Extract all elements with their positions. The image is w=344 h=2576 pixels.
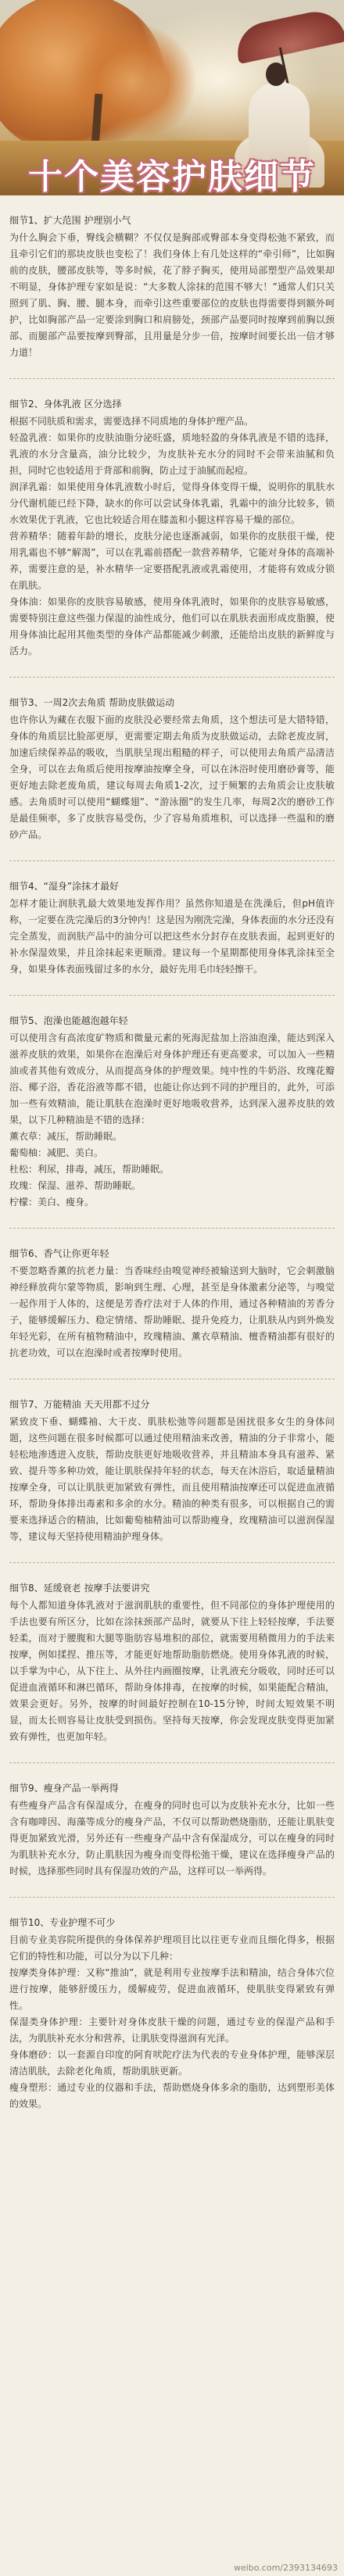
section-paragraph: 身体磨砂：以一套源自印度的阿育吠陀疗法为代表的专业身体护理，能够深层清洁肌肤，去除老化角质，帮助肌肤更新。	[9, 2049, 335, 2077]
section-paragraph: 也许你认为藏在衣服下面的皮肤没必要经常去角质，这个想法可是大错特错，身体的角质层比脸部更厚，更需要定期去角质为皮肤做运动，去除老废皮屑，加速后续保养品的吸收，当肌肤呈现出粗糙的样子，可以使用去角质产品清洁全身，可以在去角质后使用按摩油按摩全身，可以在沐浴时使用磨砂膏等，能更好地去除老废角质，建议每周去角质1-2次，过于频繁的去角质会让皮肤敏感。去角质时可以使用“蝴蝶翅”、“游泳圈”的发生几率，每周2次的磨砂工作是最佳频率，多了皮肤容易受伤，少了容易角质堆积，可以选择一些温和的磨砂产品。	[9, 714, 335, 840]
section-s8	[9, 1569, 335, 1745]
section-s6	[9, 1235, 335, 1361]
section-divider	[9, 860, 335, 861]
section-paragraph: 不要忽略香薰的抗老力量：当香味经由嗅觉神经被输送到大脑时，它会刺激脑神经释放荷尔蒙等物质，影响到生理、心理，甚至是身体激素分泌等，与嗅觉一起作用于人体的，这便是芳香疗法对于人体的作用，通过各种精油的芳香分子，能够缓解压力、稳定情绪、帮助睡眠、提升免疫力，让肌肤从内到外焕发年轻光彩，在所有植物精油中，玫瑰精油、薰衣草精油、檀香精油都有很好的抗老功效，可以在泡澡时或者按摩时使用。	[9, 1265, 335, 1358]
section-paragraph: 柠檬：美白、瘦身。	[9, 1197, 95, 1208]
section-paragraph: 瘦身塑形：通过专业的仪器和手法，帮助燃烧身体多余的脂肪，达到塑形美体的效果。	[9, 2082, 335, 2109]
woman-figure-head	[266, 63, 286, 86]
section-heading: 细节7、万能精油 天天用都不过分	[9, 1399, 150, 1410]
section-s3	[9, 684, 335, 843]
section-heading: 细节9、瘦身产品一举两得	[9, 1783, 119, 1794]
section-paragraph: 按摩类身体护理：又称“推油”，就是利用专业按摩手法和精油，结合身体穴位进行按摩，能够舒缓压力，缓解疲劳，促进血液循环，使肌肤变得紧致有弹性。	[9, 1967, 335, 2011]
section-heading: 细节5、泡澡也能越泡越年轻	[9, 1015, 128, 1026]
section-paragraph: 根据不同肤质和需求，需要选择不同质地的身体护理产品。	[9, 416, 254, 427]
section-heading: 细节3、一周2次去角质 帮助皮肤做运动	[9, 697, 175, 708]
section-paragraph: 葡萄柚：减肥、美白。	[9, 1147, 104, 1158]
section-paragraph: 每个人都知道身体乳液对于滋润肌肤的重要性，但不同部位的身体护理使用的手法也要有所区分，比如在涂抹颈部产品时，就要从下往上轻轻按摩，手法要轻柔，而对于腰腹和大腿等脂肪容易堆积的部位，就需要用稍微用力的手法来按摩，例如揉捏、推压等，才能更好地帮助脂肪燃烧。使用身体乳液的时候，以手掌为中心，从下往上、从外往内画圈按摩，让乳液充分吸收，同时还可以促进血液循环和淋巴循环，帮助身体排毒，在按摩的时候，如果能配合精油，效果会更好。另外，按摩的时间最好控制在10-15分钟，时间太短效果不明显，而太长则容易让皮肤受到损伤。坚持每天按摩，你会发现皮肤变得更加紧致有弹性，也更加年轻。	[9, 1600, 335, 1742]
section-s5	[9, 1002, 335, 1211]
section-heading: 细节6、香气让你更年轻	[9, 1248, 109, 1259]
section-paragraph: 目前专业美容院所提供的身体保养护理项目比以往更专业而且细化得多，根据它们的特性和功能，可以分为以下几种：	[9, 1934, 335, 1962]
section-s4	[9, 868, 335, 978]
section-divider	[9, 677, 335, 678]
section-divider	[9, 1762, 335, 1763]
weibo-watermark: weibo.com/2393134693	[233, 2563, 338, 2573]
section-heading: 细节8、延缓衰老 按摩手法要讲究	[9, 1583, 150, 1594]
section-divider	[9, 378, 335, 379]
section-paragraph: 玫瑰：保湿、滋养、帮助睡眠。	[9, 1180, 142, 1191]
section-heading: 细节4、“湿身”涂抹才最好	[9, 881, 120, 892]
section-paragraph: 身体油：如果你的皮肤容易敏感，使用身体乳液时，如果你的皮肤容易敏感，需要特别注意这些强力保湿的油性成分，他们可以在肌肤表面形成皮脂膜，使用身体油比起用其他类型的身体产品都能减少刺激，还能给出皮肤的新鲜度与活力。	[9, 596, 335, 657]
section-heading: 细节1、扩大范围 护理别小气	[9, 215, 131, 226]
section-paragraph: 轻盈乳液：如果你的皮肤油脂分泌旺盛，质地轻盈的身体乳液是不错的选择，乳液的水分含量高，油分比较少，为皮肤补充水分的同时不会带来油腻和负担，同时它也较适用于背部和前胸，防止过于油腻而起痘。	[9, 432, 335, 476]
tree-canopy-secondary	[70, 23, 195, 141]
section-paragraph: 保湿类身体护理：主要针对身体皮肤干燥的问题，通过专业的保湿产品和手法，为肌肤补充水分和营养，让肌肤变得滋润有光泽。	[9, 2016, 335, 2044]
section-paragraph: 紧致皮下垂、蝴蝶袖、大干皮、肌肤松弛等问题都是困扰很多女生的身体问题，这些问题在很多时候都可以通过使用精油来改善，精油的分子非常小，能轻松地渗透进入皮肤，帮助皮肤更好地吸收营养，并且精油本身具有滋养、紧致、提升等多种功效，能让肌肤保持年轻的状态，每天在沐浴后，取适量精油按摩全身，可以让肌肤更加紧致有弹性，而且使用精油按摩还可以促进血液循环，帮助身体排出毒素和多余的水分。精油的种类有很多，可以根据自己的需要来选择适合的精油，比如葡萄柚精油可以帮助瘦身，玫瑰精油可以滋润保湿等，建议每天坚持使用精油护理身体。	[9, 1416, 335, 1542]
header-banner-image	[0, 0, 344, 195]
section-s1	[9, 202, 335, 361]
section-divider	[9, 1897, 335, 1898]
section-paragraph: 有些瘦身产品含有保湿成分，在瘦身的同时也可以为皮肤补充水分，比如一些含有咖啡因、海藻等成分的瘦身产品，不仅可以帮助燃烧脂肪，还能让肌肤变得更加紧致光滑，另外还有一些瘦身产品中含有保湿成分，可以在瘦身的同时为肌肤补充水分，防止肌肤因为瘦身而变得松弛干燥，建议在选择瘦身产品的时候，选择那些同时具有保湿功效的产品，这样可以一举两得。	[9, 1800, 335, 1877]
section-s2	[9, 385, 335, 660]
section-s7	[9, 1386, 335, 1545]
section-divider	[9, 1228, 335, 1229]
section-paragraph: 润泽乳霜：如果使用身体乳液数小时后，觉得身体变得干燥，说明你的肌肤水分代谢机能已经下降，缺水的你可以尝试身体乳霜，乳霜中的油分比较多，锁水效果优于乳液，它也比较适合用在膝盖和小腿这样容易干燥的部位。	[9, 481, 335, 525]
section-paragraph: 可以使用含有高浓度矿物质和微量元素的死海泥盐加上浴油泡澡，能达到深入滋养皮肤的效果，如果你在泡澡后对身体护理还有更高要求，可以加入一些精油或者其他有效成分，从而提高身体的护理效果。纯中性的牛奶浴、玫瑰花瓣浴、椰子浴，香花浴液等都不错，也能让你达到不同的护理目的，此外，可添加一些有效精油，能让肌肤在泡澡时更好地吸收营养，达到深入滋养皮肤的效果，以下几种精油是不错的选择：	[9, 1032, 335, 1125]
section-paragraph: 为什么胸会下垂，臀线会横糊？不仅仅是胸部或臀部本身变得松弛不紧致，而且牵引它们的那块皮肤也变松了！我们身体上有几处这样的“牵引师”，比如胸前的皮肤，腰部皮肤等，等多时候，花了脖子胸买，使用局部塑型产品效果却不明显，身体护理专家如是说：“大多数人涂抹的范围不够大！”通常人们只关照到了肌、胸、腰、腿本身，而牵引这些重要部位的皮肤也得需要得到额外呵护，比如胸部产品一定要涂到胸口和肩膀处，颈部产品要同时按摩到前胸以颈部、而腿部产品要按摩到臀部，且用量是分步一倍，按摩时间要长出一倍才够力道！	[9, 232, 335, 358]
article-body	[0, 195, 344, 2113]
page-title: 十个美容护肤细节	[28, 157, 316, 195]
section-divider	[9, 995, 335, 996]
section-paragraph: 怎样才能让润肤乳最大效果地发挥作用？虽然你知道是在洗澡后，但pH值许称，一定要在洗完澡后的3分钟内！这是因为刚洗完澡，身体表面的水分还没有完全蒸发，而润肤产品中的油分可以把这些水分封存在皮肤表面，起到更好的补水保湿效果，并且涂抹起来更顺滑。建议每一个星期都使用身体乳涂抹至全身，如果身体表面残留过多的水分，最好先用毛巾轻轻擦干。	[9, 898, 335, 975]
section-paragraph: 杜松：利尿，排毒，减压，帮助睡眠。	[9, 1164, 170, 1175]
section-paragraph: 营养精华：随着年龄的增长，皮肤分泌也逐渐减弱，如果你的皮肤很干燥，使用乳霜也不够“解渴”，可以在乳霜前搭配一款营养精华，它能对身体的高端补养，需要注意的是，补水精华一定要搭配乳液或乳霜使用，才能将有效成分锁在肌肤。	[9, 531, 335, 591]
section-s9	[9, 1769, 335, 1880]
section-paragraph: 薰衣草：减压，帮助睡眠。	[9, 1131, 123, 1142]
section-heading: 细节10、专业护理不可少	[9, 1917, 116, 1928]
section-s10	[9, 1904, 335, 2113]
section-divider	[9, 1562, 335, 1563]
section-heading: 细节2、身体乳液 区分选择	[9, 399, 122, 410]
